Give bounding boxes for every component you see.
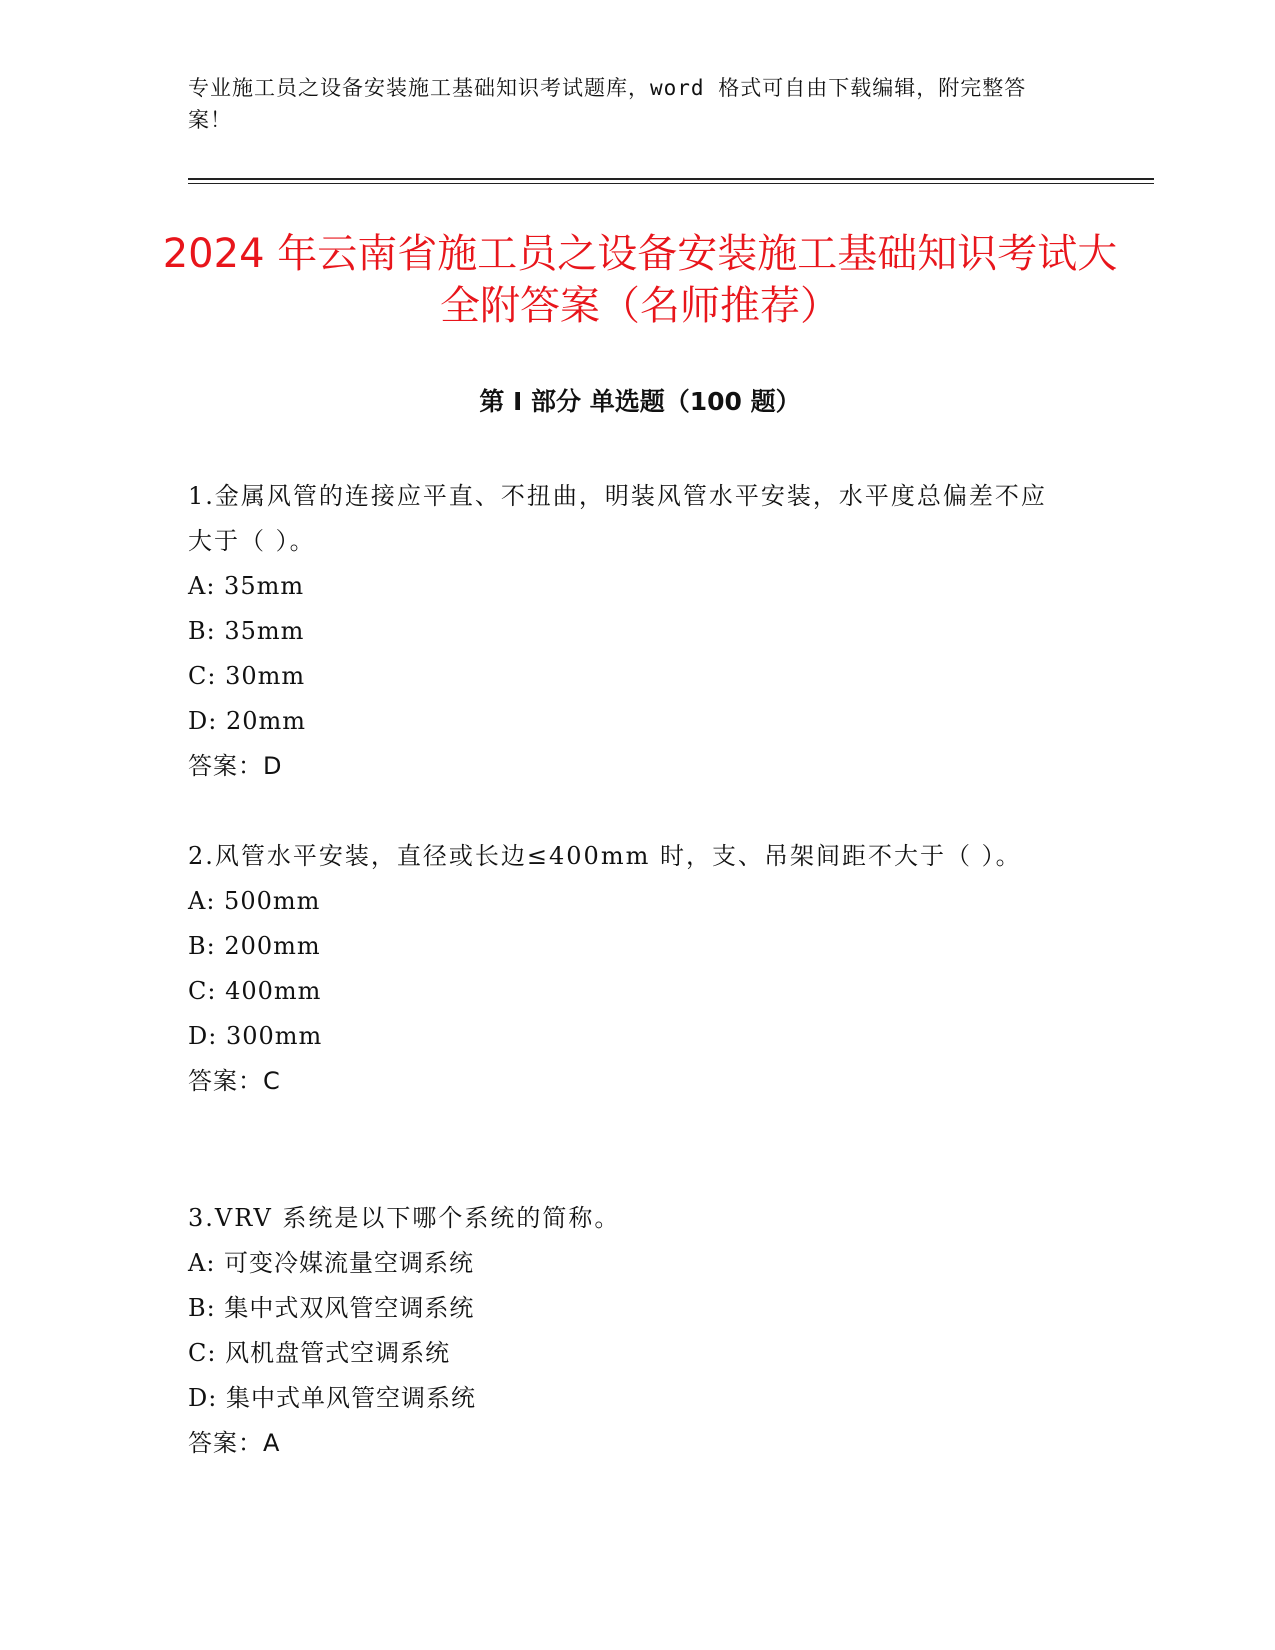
option-a: A: 35mm [188, 572, 305, 600]
option-a: A: 500mm [188, 887, 321, 915]
header-note: 专业施工员之设备安装施工基础知识考试题库，word 格式可自由下载编辑，附完整答案！ [188, 76, 1027, 132]
answer: 答案：A [188, 1429, 281, 1457]
option-b: B: 200mm [188, 932, 321, 960]
option-c: C: 400mm [188, 977, 322, 1005]
section-heading: 第 I 部分 单选题（100 题） [479, 387, 801, 416]
answer: 答案：D [188, 752, 283, 780]
answer: 答案：C [188, 1067, 281, 1095]
question-stem: 1.金属风管的连接应平直、不扭曲，明装风管水平安装，水平度总偏差不应大于（ ）。 [188, 482, 1047, 555]
question-3 [188, 1196, 1068, 1466]
header-divider [188, 178, 1154, 180]
option-a: A: 可变冷媒流量空调系统 [188, 1249, 475, 1277]
question-2 [188, 834, 1068, 1104]
question-stem: 2.风管水平安装，直径或长边≤400mm 时，支、吊架间距不大于（ ）。 [188, 842, 1022, 870]
document-title: 2024 年云南省施工员之设备安装施工基础知识考试大全附答案（名师推荐） [162, 231, 1118, 329]
option-d: D: 集中式单风管空调系统 [188, 1384, 476, 1412]
option-b: B: 35mm [188, 617, 305, 645]
option-d: D: 20mm [188, 707, 307, 735]
option-d: D: 300mm [188, 1022, 323, 1050]
header-divider-thin [188, 183, 1154, 184]
question-1 [188, 474, 1068, 789]
option-b: B: 集中式双风管空调系统 [188, 1294, 475, 1322]
option-c: C: 风机盘管式空调系统 [188, 1339, 451, 1367]
option-c: C: 30mm [188, 662, 306, 690]
question-stem: 3.VRV 系统是以下哪个系统的简称。 [188, 1204, 621, 1232]
